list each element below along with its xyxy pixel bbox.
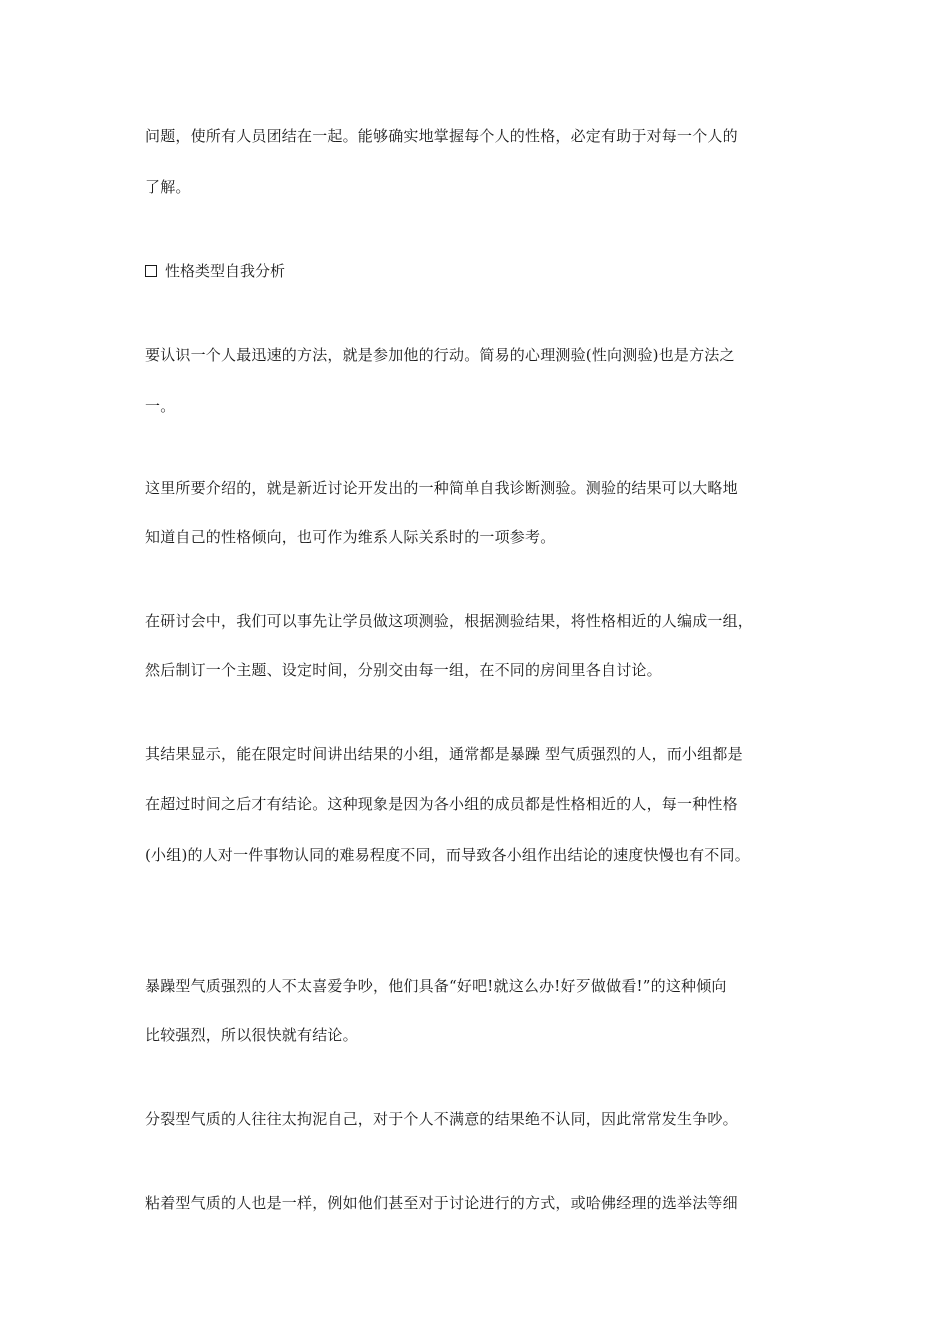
paragraph-7-line-1: 分裂型气质的人往往太拘泥自己，对于个人不满意的结果绝不认同，因此常常发生争吵。 bbox=[145, 1110, 738, 1128]
paragraph-3-line-1: 这里所要介绍的，就是新近讨论开发出的一种简单自我诊断测验。测验的结果可以大略地 bbox=[145, 479, 738, 497]
paragraph-6-line-2: 比较强烈，所以很快就有结论。 bbox=[145, 1026, 358, 1044]
paragraph-4-line-2: 然后制订一个主题、设定时间，分别交由每一组，在不同的房间里各自讨论。 bbox=[145, 661, 662, 679]
paragraph-5-line-1: 其结果显示，能在限定时间讲出结果的小组，通常都是暴躁 型气质强烈的人，而小组都是 bbox=[145, 745, 743, 763]
paragraph-6-line-1: 暴躁型气质强烈的人不太喜爱争吵，他们具备“好吧!就这么办!好歹做做看!”的这种倾向 bbox=[145, 977, 727, 995]
paragraph-5-line-2: 在超过时间之后才有结论。这种现象是因为各小组的成员都是性格相近的人，每一种性格 bbox=[145, 795, 738, 813]
paragraph-8-line-1: 粘着型气质的人也是一样，例如他们甚至对于讨论进行的方式，或哈佛经理的选举法等细 bbox=[145, 1194, 738, 1212]
paragraph-2-line-2: 一。 bbox=[145, 397, 176, 415]
section-heading-text: 性格类型自我分析 bbox=[165, 262, 286, 280]
checkbox-icon bbox=[145, 265, 157, 277]
paragraph-2-line-1: 要认识一个人最迅速的方法，就是参加他的行动。简易的心理测验(性向测验)也是方法之 bbox=[145, 346, 735, 364]
paragraph-1-line-2: 了解。 bbox=[145, 178, 191, 196]
paragraph-5-line-3: (小组)的人对一件事物认同的难易程度不同，而导致各小组作出结论的速度快慢也有不同。 bbox=[145, 846, 750, 864]
paragraph-3-line-2: 知道自己的性格倾向，也可作为维系人际关系时的一项参考。 bbox=[145, 528, 556, 546]
paragraph-4-line-1: 在研讨会中，我们可以事先让学员做这项测验，根据测验结果，将性格相近的人编成一组， bbox=[145, 612, 754, 630]
section-heading bbox=[145, 261, 285, 281]
paragraph-1-line-1: 问题，使所有人员团结在一起。能够确实地掌握每个人的性格，必定有助于对每一个人的 bbox=[145, 127, 738, 145]
